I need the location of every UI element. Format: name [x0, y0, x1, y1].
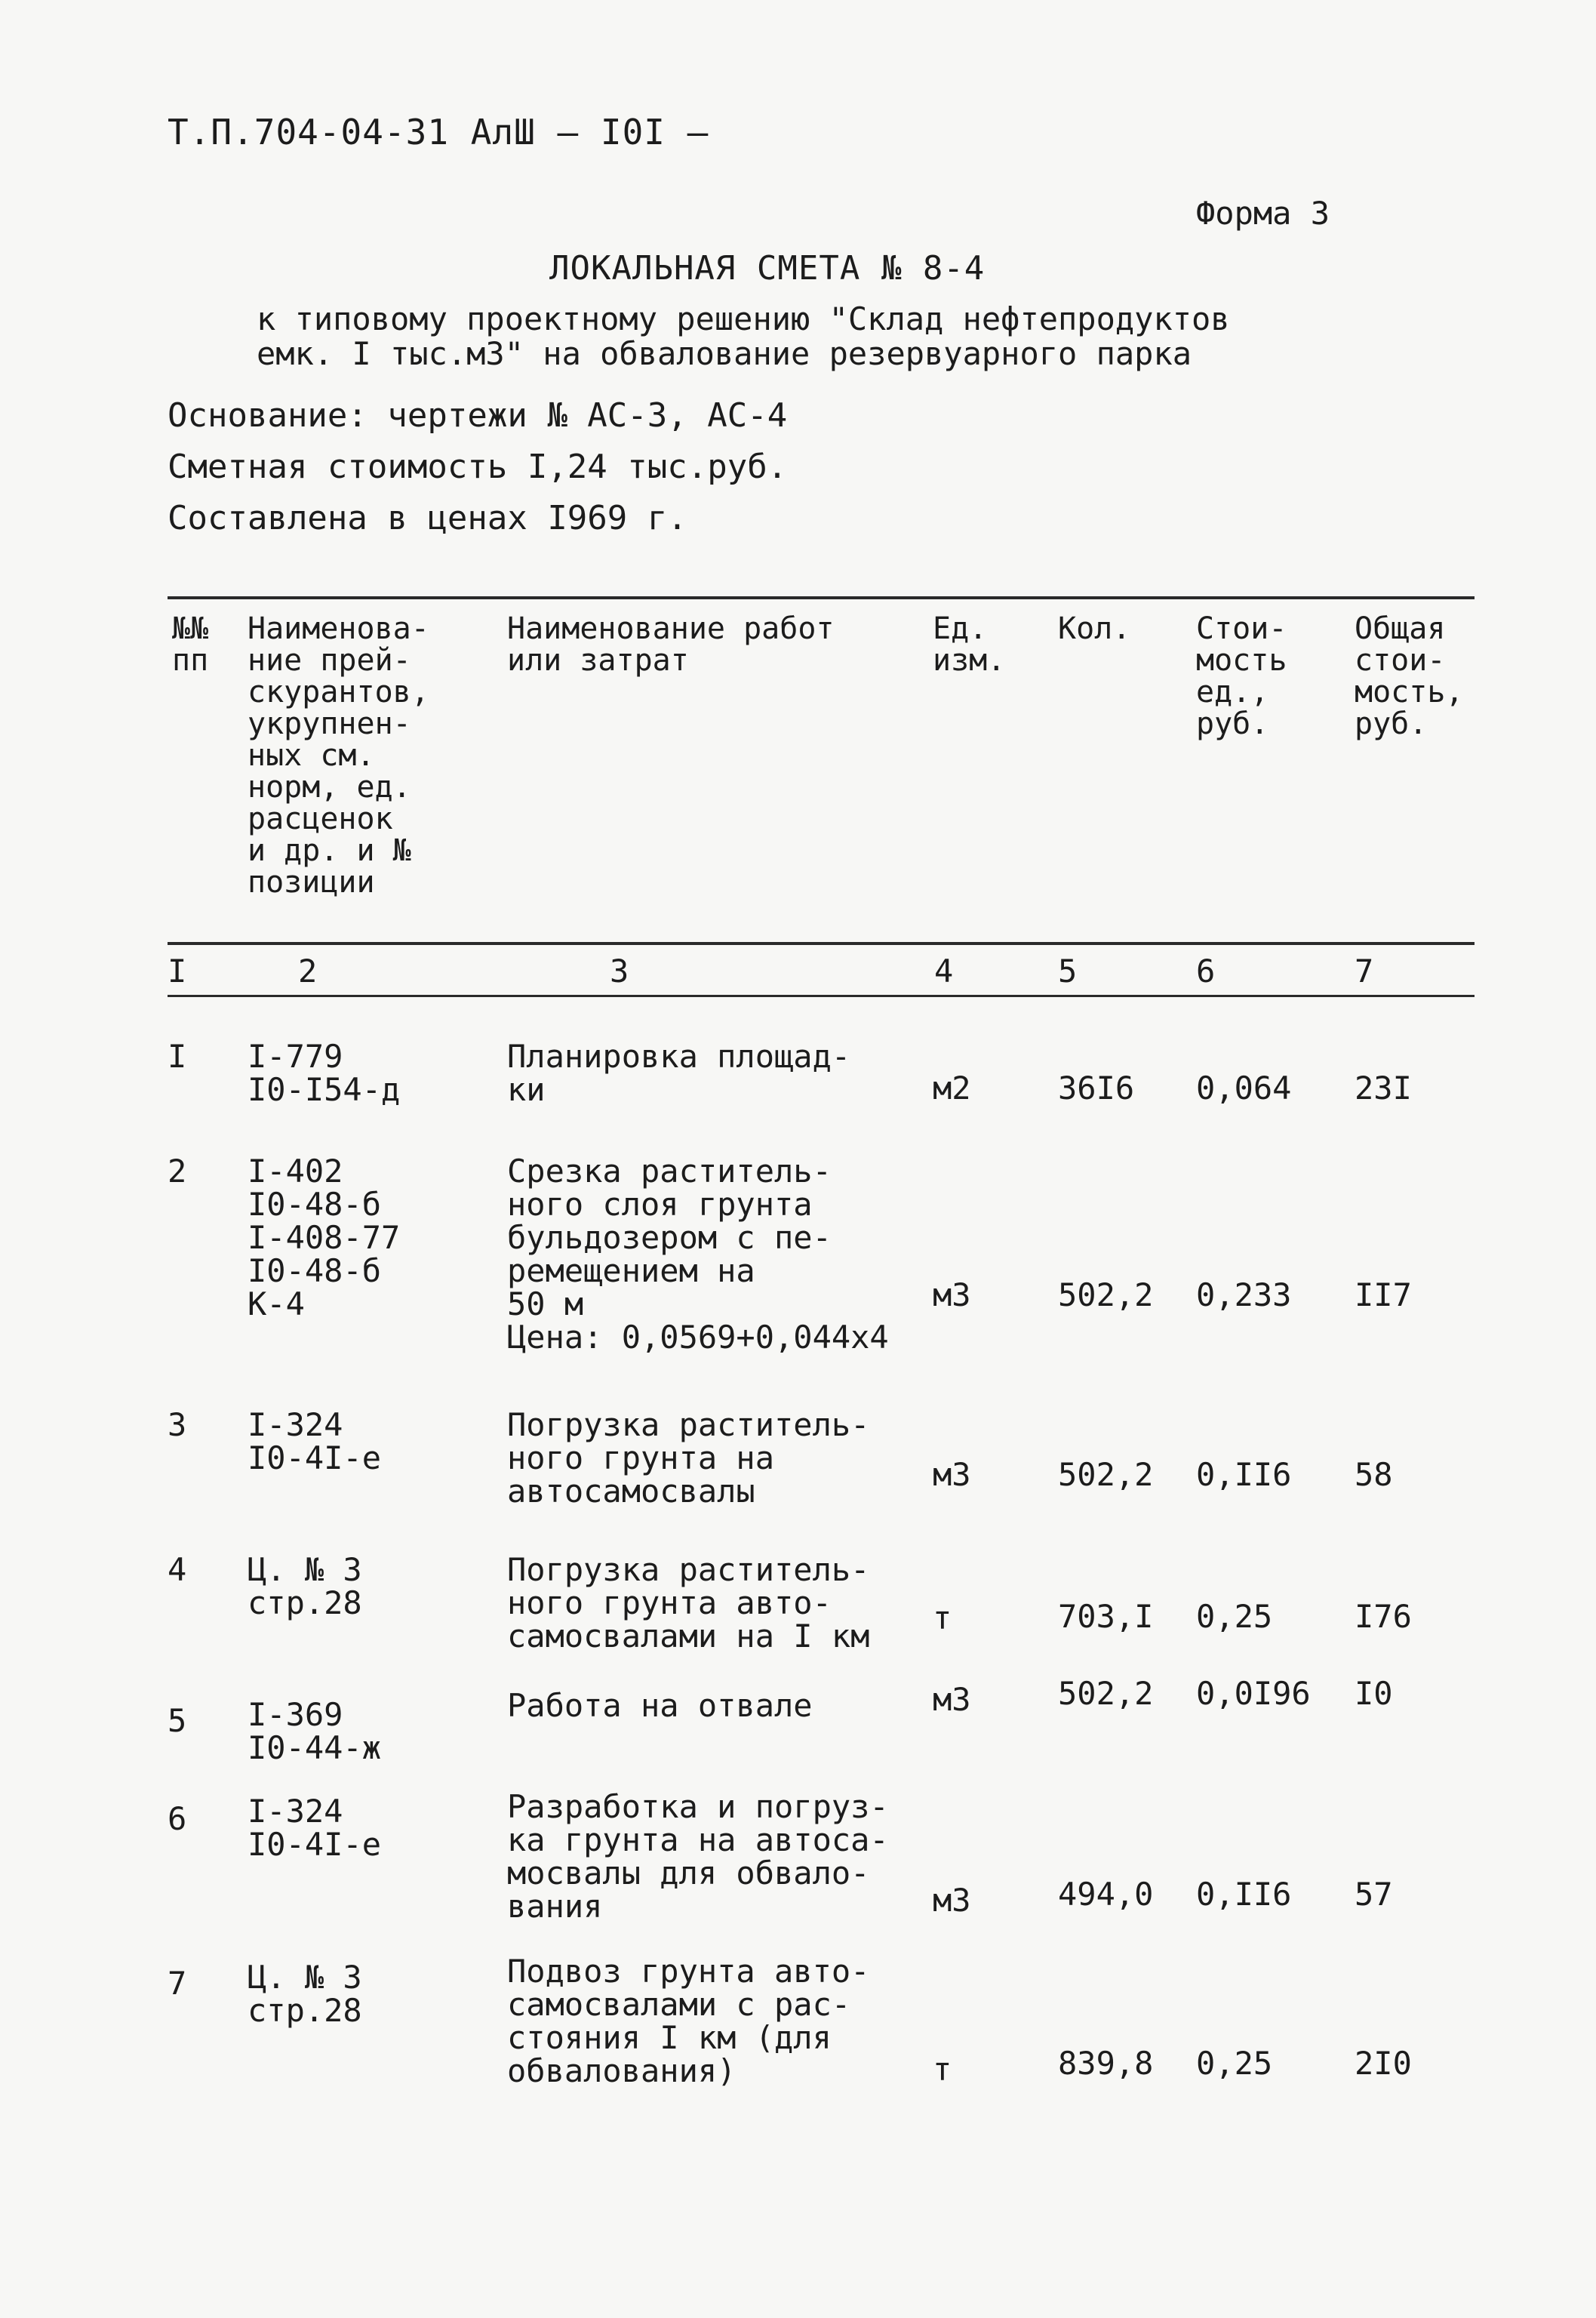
row-reference: I-324 I0-4I-е — [248, 1406, 382, 1476]
row-total: 57 — [1355, 1876, 1393, 1913]
row-number: 6 — [168, 1800, 187, 1837]
row-reference: I-369 I0-44-ж — [248, 1696, 382, 1766]
column-number: 5 — [1058, 953, 1078, 990]
column-header-work: Наименование работ или затрат — [507, 611, 835, 678]
row-quantity: 502,2 — [1058, 1456, 1154, 1493]
row-number: 4 — [168, 1551, 187, 1588]
row-unit-price: 0,0I96 — [1196, 1675, 1311, 1712]
column-number: 4 — [934, 953, 954, 990]
row-number: 3 — [168, 1406, 187, 1443]
document-code: Т.П.704-04-31 АлШ — I0I — — [168, 112, 709, 152]
row-work: Погрузка раститель- ного грунта авто- самосвалами на I км — [507, 1551, 870, 1655]
column-number-rule — [168, 995, 1475, 997]
row-total: I76 — [1355, 1598, 1412, 1635]
row-number: 2 — [168, 1153, 187, 1190]
column-header-number: №№ пп — [172, 611, 209, 678]
estimate-title: ЛОКАЛЬНАЯ СМЕТА № 8-4 — [549, 249, 986, 288]
row-reference: I-324 I0-4I-е — [248, 1793, 382, 1863]
row-reference: I-402 I0-48-б I-408-77 I0-48-б К-4 — [248, 1153, 401, 1322]
row-reference: I-779 I0-I54-д — [248, 1038, 401, 1108]
row-unit-price: 0,064 — [1196, 1070, 1292, 1107]
row-unit-price: 0,25 — [1196, 2045, 1273, 2082]
cost-line: Сметная стоимость I,24 тыс.руб. — [168, 448, 788, 486]
row-number: 7 — [168, 1965, 187, 2002]
row-quantity: 502,2 — [1058, 1675, 1154, 1712]
row-unit-price: 0,II6 — [1196, 1876, 1292, 1913]
row-unit-price: 0,233 — [1196, 1276, 1292, 1313]
header-bottom-rule — [168, 942, 1475, 945]
row-unit: т — [933, 1599, 952, 1636]
row-quantity: 839,8 — [1058, 2045, 1154, 2082]
row-work: Срезка раститель- ного слоя грунта бульдозером с пе- ремещением на 50 м Цена: 0,0569+0,044х4 — [507, 1153, 889, 1356]
column-number: 3 — [610, 953, 629, 990]
row-quantity: 494,0 — [1058, 1876, 1154, 1913]
row-total: 23I — [1355, 1070, 1412, 1107]
table-top-rule — [168, 596, 1475, 599]
row-unit: м3 — [933, 1276, 971, 1313]
row-work: Разработка и погруз- ка грунта на автоса- мосвалы для обвало- вания — [507, 1788, 889, 1925]
row-total: 2I0 — [1355, 2045, 1412, 2082]
column-header-reference: Наименова- ние прей- скурантов, укрупнен- ных см. норм, ед. расценок и др. и № позиции — [248, 611, 429, 900]
column-header-unit-price: Стои- мость ед., руб. — [1196, 611, 1287, 741]
estimate-subtitle: к типовому проектному решению "Склад нефтепродуктов емк. I тыс.м3" на обвалование резервуарного парка — [257, 300, 1230, 372]
column-number: 7 — [1355, 953, 1374, 990]
row-work: Подвоз грунта авто- самосвалами с рас- стояния I км (для обвалования) — [507, 1953, 870, 2089]
row-unit: т — [933, 2051, 952, 2088]
row-quantity: 36I6 — [1058, 1070, 1135, 1107]
row-quantity: 703,I — [1058, 1598, 1154, 1635]
row-number: 5 — [168, 1702, 187, 1739]
row-total: I0 — [1355, 1675, 1393, 1712]
row-unit: м3 — [933, 1456, 971, 1493]
row-unit: м3 — [933, 1681, 971, 1718]
column-number: I — [168, 953, 187, 990]
row-work: Работа на отвале — [507, 1687, 813, 1724]
row-unit-price: 0,II6 — [1196, 1456, 1292, 1493]
row-reference: Ц. № 3 стр.28 — [248, 1959, 362, 2029]
row-unit-price: 0,25 — [1196, 1598, 1273, 1635]
row-work: Планировка площад- ки — [507, 1038, 851, 1108]
row-quantity: 502,2 — [1058, 1276, 1154, 1313]
row-total: II7 — [1355, 1276, 1412, 1313]
row-reference: Ц. № 3 стр.28 — [248, 1551, 362, 1621]
column-header-total: Общая стои- мость, руб. — [1355, 611, 1464, 741]
basis-line: Основание: чертежи № АС-3, АС-4 — [168, 396, 788, 435]
row-unit: м2 — [933, 1070, 971, 1107]
prices-line: Составлена в ценах I969 г. — [168, 499, 687, 537]
column-number: 2 — [298, 953, 318, 990]
column-number: 6 — [1196, 953, 1216, 990]
form-label: Форма 3 — [1196, 195, 1330, 232]
row-number: I — [168, 1038, 187, 1075]
row-unit: м3 — [933, 1882, 971, 1919]
column-header-quantity: Кол. — [1058, 611, 1131, 646]
column-header-unit: Ед. изм. — [933, 611, 1006, 678]
row-work: Погрузка раститель- ного грунта на автосамосвалы — [507, 1406, 870, 1510]
row-total: 58 — [1355, 1456, 1393, 1493]
